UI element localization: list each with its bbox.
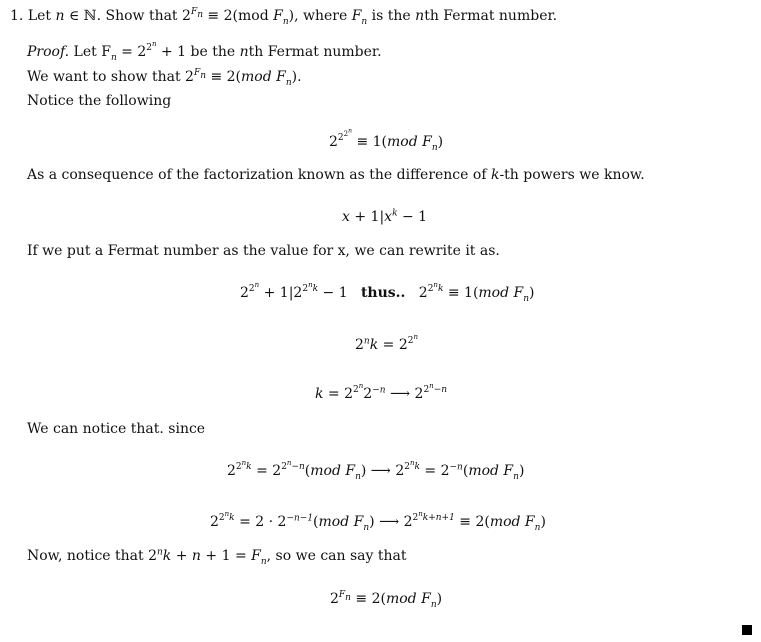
proof-line-3: Notice the following bbox=[27, 93, 172, 109]
equation-3: $2^{2^n} + 1|2^{2^nk} - 1$ thus.. $2^{2^nk} \equiv 1(mod$ $F_n$) bbox=[240, 281, 535, 304]
equation-6: $2^{2^nk} = 2^{2^n-n}(mod$ $F_n$) ⟶ $2^{2^nk} = 2^{-n}(mod$ $F_n$) bbox=[227, 459, 525, 482]
text-factorization: As a consequence of the factorization known as the difference of k-th powers we know. bbox=[27, 167, 645, 183]
qed-square bbox=[742, 625, 752, 635]
equation-7: $2^{2^nk} = 2 \cdot 2^{-n-1}(mod$ $F_n$) ⟶ $2^{2^nk+n+1} \equiv 2(mod$ $F_n$) bbox=[210, 510, 546, 533]
proof-line-2: We want to show that $2^{F_n} \equiv 2(mod$ $F_n$). bbox=[27, 68, 302, 88]
equation-1: $2^{2^{2^n}} \equiv 1(mod$ $F_n$) bbox=[329, 128, 444, 153]
equation-final: $2^{F_n} \equiv 2(mod$ $F_n$) bbox=[330, 590, 443, 610]
proof-label: Proof. bbox=[27, 44, 70, 60]
proof-line-1: Proof. Let $F_n = 2^{2^n} + 1$ be the nth Fermat number. bbox=[27, 40, 382, 63]
equation-4: $2^nk = 2^{2^n}$ bbox=[355, 333, 418, 353]
text-notice-since: We can notice that. since bbox=[27, 421, 206, 437]
problem-number: 1. bbox=[10, 8, 24, 24]
text-now-notice: Now, notice that $2^nk + n + 1 = F_n$, so we can say that bbox=[27, 547, 407, 567]
text-fermat-value: If we put a Fermat number as the value for x, we can rewrite it as. bbox=[27, 243, 500, 259]
thus-label: thus.. bbox=[360, 285, 406, 301]
equation-5: $k = 2^{2^n}2^{-n}$ ⟶ $2^{2^n-n}$ bbox=[315, 382, 448, 402]
problem-statement: 1. Let n ∈ ℕ. Show that $2^{F_n} \equiv 2(mod$ $F_n$), where $F_n$ is the nth Fermat number. bbox=[10, 7, 558, 27]
equation-2: $x + 1|x^k - 1$ bbox=[342, 208, 428, 225]
